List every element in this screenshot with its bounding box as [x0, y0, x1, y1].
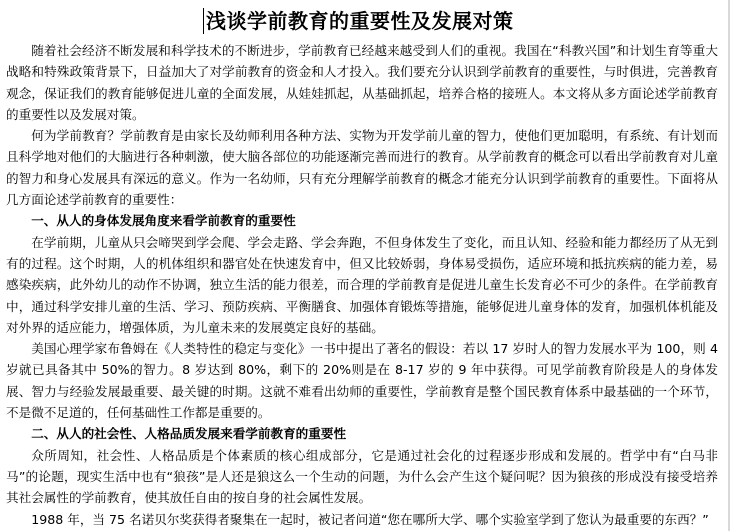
section1-paragraph-2: 美国心理学家布鲁姆在《人类特性的稳定与变化》一书中提出了著名的假设：若以 17 岁时人的智力发展水平为 100，则 4 岁就已具备其中 50%的智力。8 岁达到 80%，剩下的 20%则是在 8-17 岁的 9 年中获得。可见学前教育阶段是人的身体发展、智力与经验发展最重要、最关键的时期。这就不难看出幼师的重要性，学前教育是整个国民教育体系中最基础的一个环节，不是微不足道的，任何基础性工作都是重要的。 [6, 341, 718, 421]
section1-paragraph-1: 在学前期，儿童从只会啼哭到学会爬、学会走路、学会奔跑，不但身体发生了变化，而且认知、经验和能力都经历了从无到有的过程。这个时期，人的机体组织和器官处在快速发育中，但又比较娇弱，身体易受损伤，适应环境和抵抗疾病的能力差，易感染疾病，此外幼儿的动作不协调，独立生活的能力很差，而合理的学前教育是促进儿童生长发育必不可少的条件。在学前教育中，通过科学安排儿童的生活、学习、预防疾病、平衡膳食、加强体育锻炼等措施，能够促进儿童身体的发育，加强机体机能及对外界的适应能力，增强体质，为儿童未来的发展奠定良好的基础。 [6, 234, 718, 335]
definition-paragraph: 何为学前教育？学前教育是由家长及幼师利用各种方法、实物为开发学前儿童的智力，使他们更加聪明，有系统、有计划而且科学地对他们的大脑进行各种刺激，使大脑各部位的功能逐渐完善而进行的教育。从学前教育的概念可以看出学前教育对儿童的智力和身心发展具有深远的意义。作为一名幼师，只有充分理解学前教育的概念才能充分认识到学前教育的重要性。下面将从几方面论述学前教育的重要性： [6, 128, 718, 208]
section-heading-1: 一、从人的身体发展角度来看学前教育的重要性 [31, 213, 296, 229]
section2-paragraph-2: 1988 年，当 75 名诺贝尔奖获得者聚集在一起时，被记者问道“您在哪所大学、哪个实验室学到了您认为最重要的东西？” [31, 511, 709, 527]
intro-paragraph: 随着社会经济不断发展和科学技术的不断进步，学前教育已经越来越受到人们的重视。我国在“科教兴国”和计划生育等重大战略和特殊政策背景下，日益加大了对学前教育的资金和人才投入。我们要充分认识到学前教育的重要性，与时俱进，完善教育观念，保证我们的教育能够促进儿童的全面发展，从娃娃抓起，从基础抓起，培养合格的接班人。本文将从多方面论述学前教育的重要性以及发展对策。 [6, 43, 718, 122]
section-heading-2: 二、从人的社会性、人格品质发展来看学前教育的重要性 [31, 426, 347, 442]
document-body [6, 40, 718, 530]
text-cursor [203, 8, 204, 34]
section2-paragraph-1: 众所周知，社会性、人格品质是个体素质的核心组成部分，它是通过社会化的过程逐步形成和发展的。哲学中有“白马非马”的论题，现实生活中也有“狼孩”是人还是狼这么一个生动的问题，为什么会产生这个疑问呢？因为狼孩的形成没有接受培养其社会属性的学前教育，使其放任自由的按自身的社会属性发展。 [6, 447, 718, 506]
document-title: 浅谈学前教育的重要性及发展对策 [206, 9, 514, 33]
